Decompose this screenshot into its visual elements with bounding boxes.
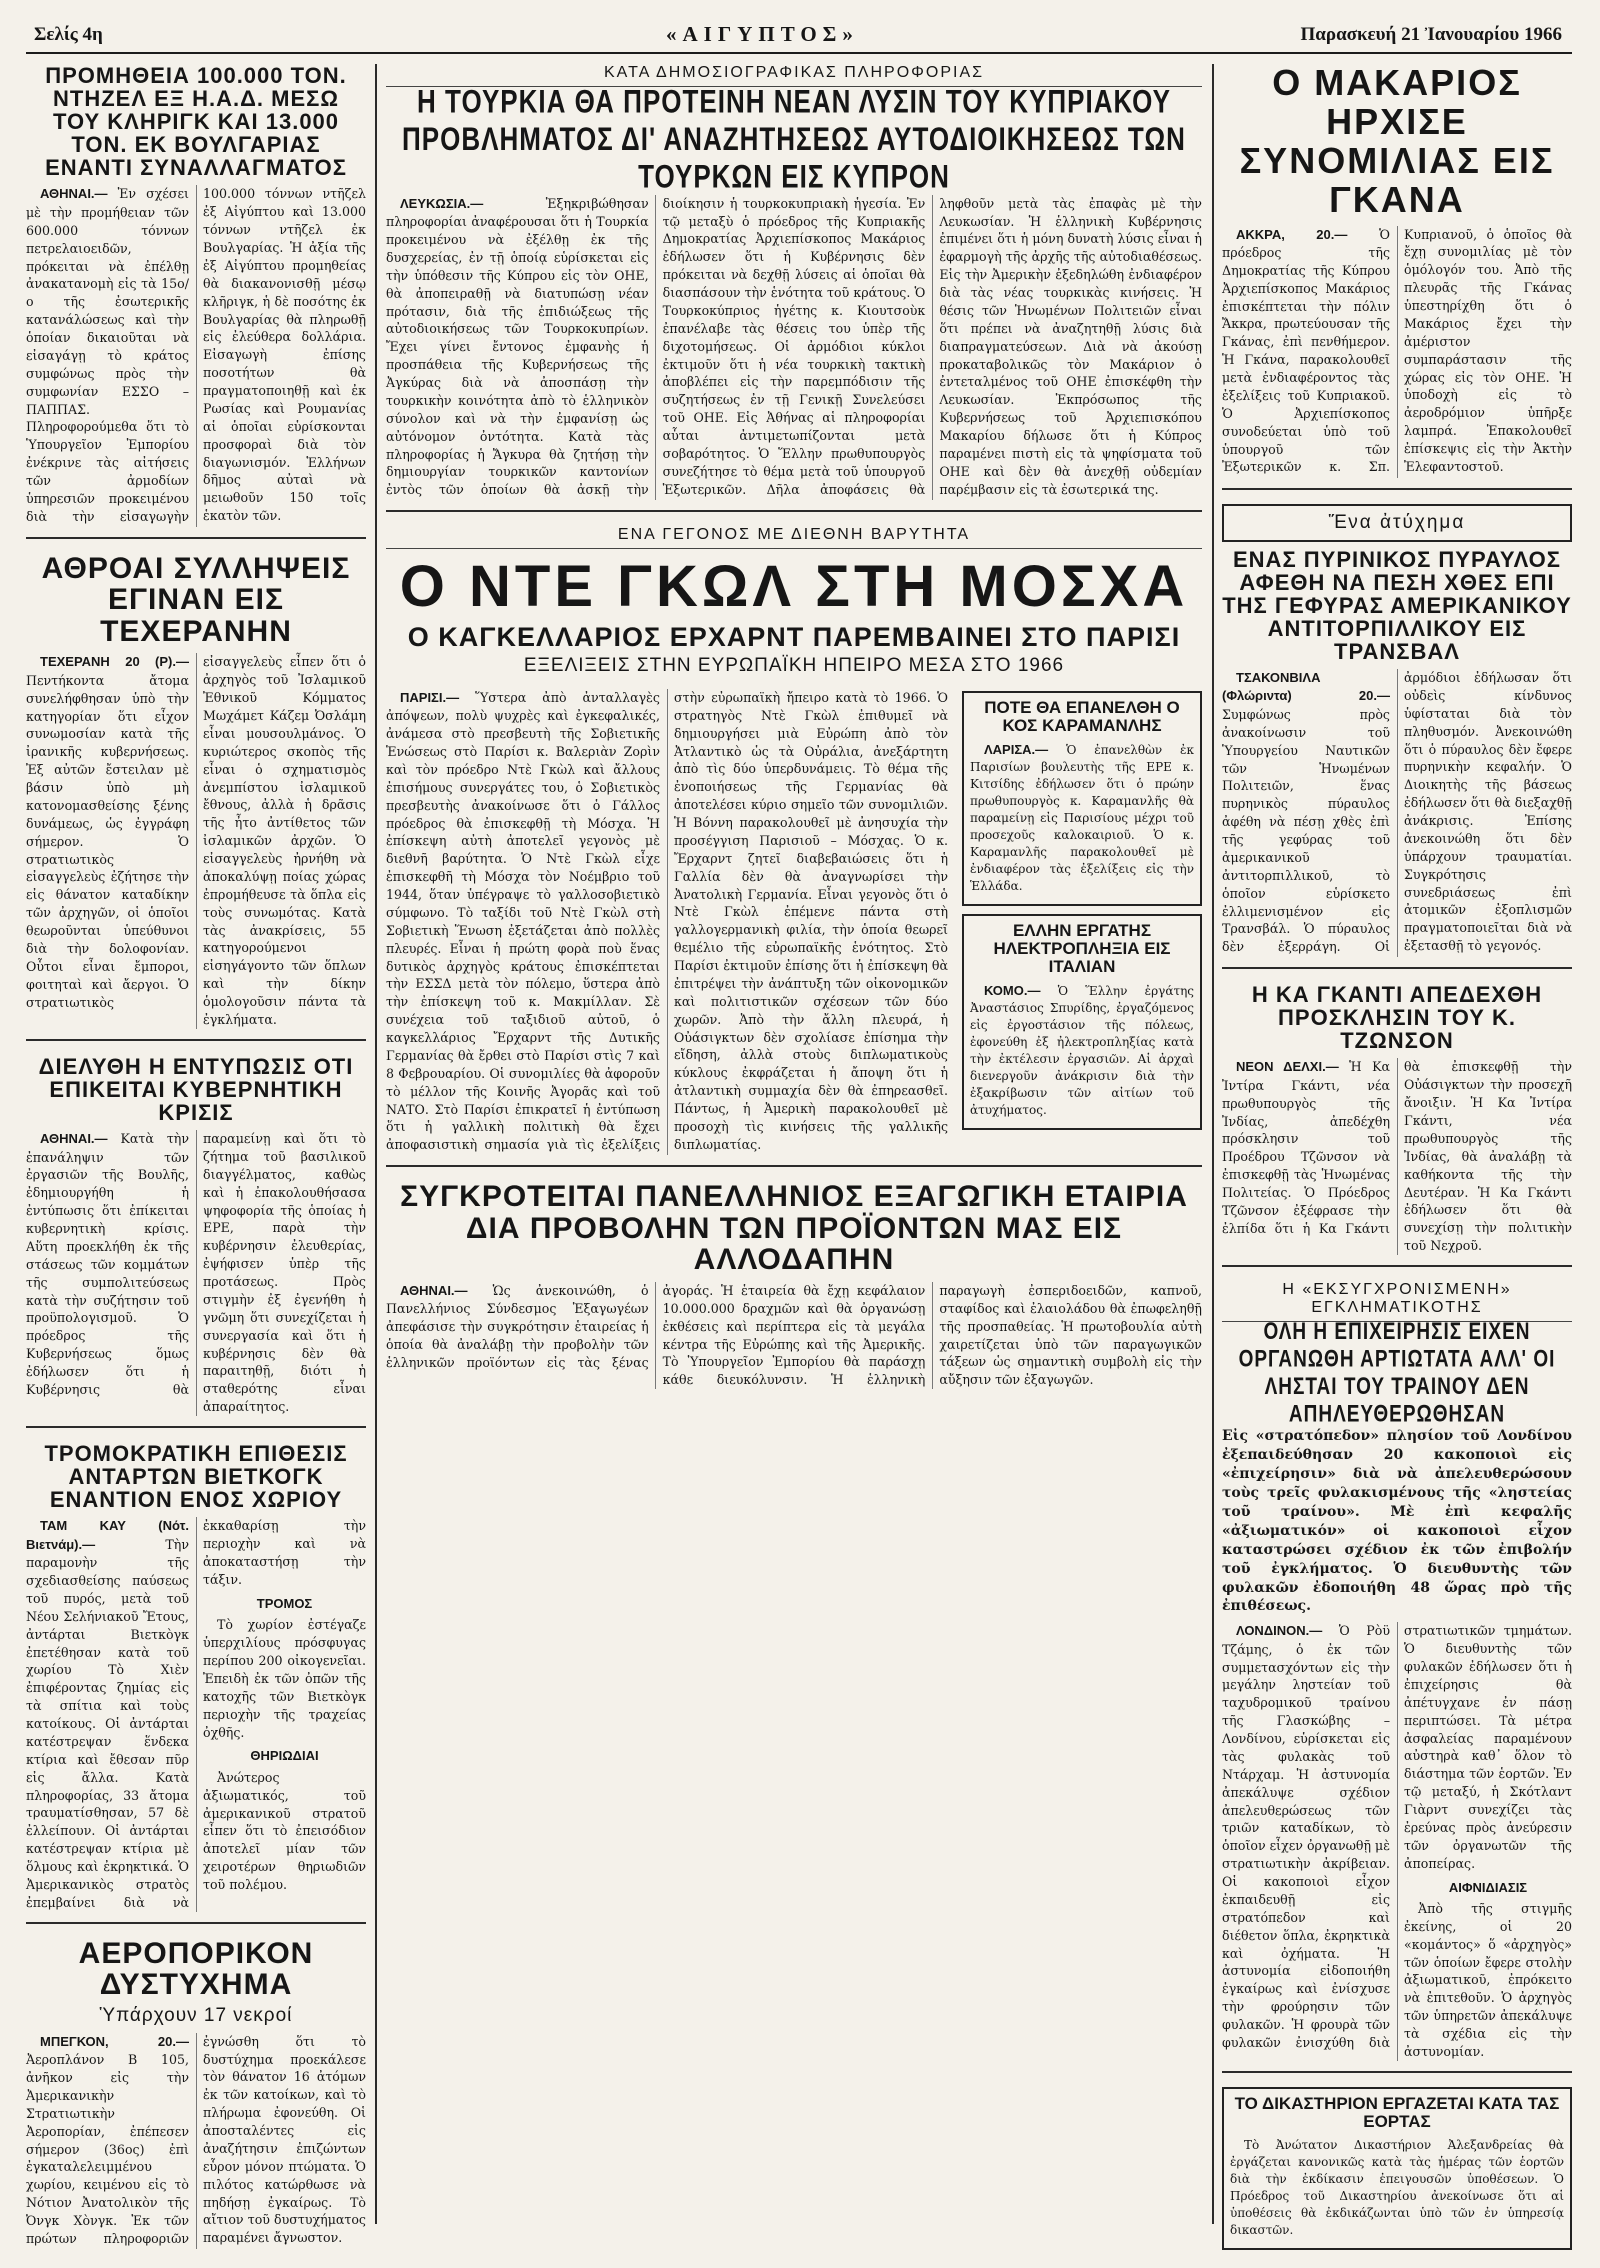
subheadline: Ὑπάρχουν 17 νεκροί bbox=[99, 2004, 293, 2026]
dateline: ΛΟΝΔΙΝΟΝ.— bbox=[1236, 1623, 1323, 1639]
masthead bbox=[26, 20, 1572, 54]
kicker: Η «ΕΚΣΥΓΧΡΟΝΙΣΜΕΝΗ» ΕΓΚΛΗΜΑΤΙΚΟΤΗΣ bbox=[1222, 1281, 1572, 1322]
article-government-crisis bbox=[26, 1055, 366, 1428]
kicker: ΚΑΤΑ ΔΗΜΟΣΙΟΓΡΑΦΙΚΑΣ ΠΛΗΡΟΦΟΡΙΑΣ bbox=[386, 64, 1202, 87]
body-text: Πεντήκοντα ἄτομα συνελήφθησαν ὑπὸ τὴν κατηγορίαν ὅτι εἶχον συνωμοσίαν κατὰ τῆς ἰρανικῆς κυβερνήσεως. Ἐξ αὐτῶν ἔστειλαν μὲ βάσιν ὑπὸ μὴ κατονομασθείσης ξένης δυνάμεως, ὡς ἐγγράφη σήμερον. Ὁ στρατιωτικὸς εἰσαγγελεὺς ἐζήτησε τὴν εἰς θάνατον καταδίκην τῶν ἀρχηγῶν, οἱ ὁποῖοι θεωροῦνται ὑπεύθυνοι διὰ τὴν δολοφονίαν. Οὗτοι εἶναι ἔμποροι, φοιτηταὶ καὶ ἄεργοι. Ὁ στρατιωτικὸς εἰσαγγελεὺς εἶπεν ὅτι ὁ ἀρχηγὸς τοῦ Ἰσλαμικοῦ Ἐθνικοῦ Κόμματος Μωχάμετ Κάζεμ Ὀσλάμη εἶναι μουσουλμάνος. Ὁ κυριώτερος σκοπὸς τῆς εἶναι ὁ σχηματισμὸς ἀνεμπίστου ἰσλαμικοῦ ἔθνους, ἀλλὰ ἡ δρᾶσις τῆς ἦτο ἀντίθετος τῶν ἰσλαμικῶν ἀρχῶν. Ὁ εἰσαγγελεὺς ἠρνήθη νὰ ἀποκαλύψῃ ποίας χώρας ἐπρομήθευσε τὰ ὅπλα εἰς τοὺς συνωμότας. Κατὰ τὰς ἀνακρίσεις, 55 κατηγορούμενοι εἰσηγάγοντο τῶν ὅπλων καὶ τὴν δίκην ὁμολογοῦσιν πάντα τὰ ἐγκλήματα. bbox=[26, 654, 366, 1027]
article-body bbox=[26, 1130, 366, 1416]
article-body bbox=[386, 689, 948, 1156]
crosshead: ΤΡΟΜΟΣ bbox=[256, 1595, 313, 1611]
page-number: Σελίς 4η bbox=[34, 24, 103, 45]
column-right bbox=[1222, 62, 1572, 2237]
lead-paragraph: Εἰς «στρατόπεδον» πλησίον τοῦ Λονδίνου ἐξεπαιδεύθησαν 20 κακοποιοὶ εἰς «ἐπιχείρησιν» διὰ νὰ ἀπελευθερώσουν τοὺς τρεῖς φυλακισμένους τῆς «ληστείας τοῦ τραίνου». Μὲ ἐπὶ κεφαλῆς «ἀξιωματικόν» οἱ κακοποιοὶ εἶχον καταστρώσει σχέδιον ἐκ τῶν ἐπιβολήν τοῦ ἐγκλήματος. Ὁ διευθυντὴς τῶν φυλακῶν ἐδοποιήθη 48 ὥρας πρὸ τῆς ἐπιθέσεως. bbox=[1222, 1428, 1572, 1615]
article-body bbox=[1222, 669, 1572, 957]
headline: ΣΥΓΚΡΟΤΕΙΤΑΙ ΠΑΝΕΛΛΗΝΙΟΣ ΕΞΑΓΩΓΙΚΗ ΕΤΑΙΡΙΑ ΔΙΑ ΠΡΟΒΟΛΗΝ ΤΩΝ ΠΡΟΪΟΝΤΩΝ ΜΑΣ ΕΙΣ ΑΛΛΟΔΑΠΗΝ bbox=[400, 1180, 1188, 1277]
dateline: ΝΕΟΝ ΔΕΛΧΙ.— bbox=[1236, 1059, 1339, 1075]
article-export-company bbox=[386, 1181, 1202, 1399]
subheadline: ΕΞΕΛΙΞΕΙΣ ΣΤΗΝ ΕΥΡΩΠΑΪΚΗ ΗΠΕΙΡΟ ΜΕΣΑ ΣΤΟ 1966 bbox=[523, 654, 1065, 676]
article-train-robbers bbox=[1222, 1281, 1572, 2073]
article-body bbox=[26, 653, 366, 1028]
body-text: Ὁ ἐπανελθὼν ἐκ Παρισίων βουλευτὴς τῆς ΕΡΕ κ. Κιτσίδης ἐδήλωσεν ὅτι ὁ πρώην πρωθυπουργὸς κ. Καραμανλῆς θὰ παραμείνῃ εἰς Παρισίους μέχρι τοῦ προσεχοῦς καλοκαιριοῦ. Ὁ κ. Καραμανλῆς παρακολουθεῖ μὲ ἐνδιαφέρον τὰς ἐξελίξεις εἰς τὴν Ἑλλάδα. bbox=[970, 742, 1194, 894]
column-rule bbox=[1212, 64, 1214, 2224]
dateline: ΑΘΗΝΑΙ.— bbox=[40, 1131, 108, 1147]
headline: ΠΡΟΜΗΘΕΙΑ 100.000 ΤΟΝ. ΝΤΗΖΕΛ ΕΞ Η.Α.Δ. ΜΕΣΩ ΤΟΥ ΚΛΗΡΙΓΚ ΚΑΙ 13.000 ΤΟΝ. ΕΚ ΒΟΥΛΓΑΡΙΑΣ ΕΝΑΝΤΙ ΣΥΝΑΛΛΑΓΜΑΤΟΣ bbox=[45, 63, 347, 181]
article-body bbox=[26, 2033, 366, 2249]
article-turkey-cyprus bbox=[386, 64, 1202, 512]
article-body bbox=[1222, 1622, 1572, 2061]
body-text: Ἐξηκριβώθησαν πληροφορίαι ἀναφέρουσαι ὅτι ἡ Τουρκία προκειμένου νὰ ἐξέλθῃ ἐκ τῆς δυσχερείας, ἐν τῇ ὁποίᾳ εὑρίσκεται εἰς τὴν ὑπόθεσιν τῆς Κύπρου εἰς τὸν ΟΗΕ, θὰ ἀποπειραθῇ νὰ διατυπώσῃ νέαν πρότασιν, διὰ τῆς ἐπιδιώξεως τῆς αὐτοδιοικήσεως τῶν Τουρκοκυπρίων. Ἔχει γίνει ἔντονος ἐμφανὴς ἡ προσπάθεια τῆς Κυβερνήσεως τῆς Ἀγκύρας διὰ νὰ ἀποσπάσῃ τὴν τουρκικὴν κοινότητα ἀπὸ τὸ ἑλληνικὸν σύνολον καὶ νὰ τὴν ἐμφανίσῃ ὡς αὐτόνομον ὀντότητα. Κατὰ τὰς πληροφορίας ἡ Ἄγκυρα θὰ ζητήσῃ τὴν δημιουργίαν τουρκικῶν καντονίων ἐντὸς τῶν ὁποίων θὰ ἀσκῇ τὴν διοίκησιν ἡ τουρκοκυπριακὴ ἡγεσία. Ἐν τῷ μεταξὺ ὁ πρόεδρος τῆς Κυπριακῆς Δημοκρατίας Ἀρχιεπίσκοπος Μακάριος ἐδήλωσεν ὅτι ἡ Κυβέρνησις δὲν πρόκειται νὰ δεχθῇ λύσεις αἱ ὁποῖαι θὰ διασπάσουν τὴν ἑνότητα τοῦ κράτους. Ὁ Τουρκοκύπριος ἡγέτης κ. Κιουτσοὺκ ἐπανέλαβε τὰς θέσεις του ὑπὲρ τῆς διχοτομήσεως. Οἱ ἀρμόδιοι κύκλοι ἐκτιμοῦν ὅτι ἡ νέα τουρκικὴ τακτικὴ ἀποβλέπει εἰς τὴν παρεμπόδισιν τῆς συζητήσεως ἐν τῇ Γενικῇ Συνελεύσει τοῦ ΟΗΕ. Εἰς Ἀθήνας αἱ πληροφορίαι αὗται ἀντιμετωπίζονται μετὰ σοβαρότητος. Ὁ Ἕλλην πρωθυπουργὸς συνεζήτησε τὸ θέμα μετὰ τοῦ ὑπουργοῦ Ἐξωτερικῶν. Δῆλα ἀποφάσεις θὰ ληφθοῦν μετὰ τὰς ἐπαφὰς μὲ τὴν Λευκωσίαν. Ἡ ἑλληνικὴ Κυβέρνησις ἐπιμένει ὅτι ἡ μόνη δυνατὴ λύσις εἶναι ἡ ἐφαρμογὴ τῆς ἀρχῆς τῆς αὐτοδιαθέσεως. Εἰς τὴν Ἀμερικὴν ἐξεδηλώθη ἐνδιαφέρον διὰ τὰς νέας τουρκικὰς κινήσεις. Ἡ θέσις τῶν Ἡνωμένων Πολιτειῶν εἶναι ὅτι πρέπει νὰ ἀναζητηθῇ λύσις διὰ διαπραγματεύσεων. Διὰ νὰ ἀκούσῃ προκαταβολικῶς τὸν Μακάριον ὁ ἐντεταλμένος τοῦ ΟΗΕ ἐπισκέφθη τὴν Λευκωσίαν. Ἐκπρόσωπος τῆς Κυβερνήσεως τοῦ Ἀρχιεπισκόπου Μακαρίου δήλωσε ὅτι ἡ Κύπρος παραμένει πιστὴ εἰς τὰ ψηφίσματα τοῦ ΟΗΕ καὶ δὲν θὰ ἀνεχθῇ οὐδεμίαν παρέμβασιν εἰς τὰ ἐσωτερικά της. bbox=[386, 195, 1202, 498]
body-text: Ὕστερα ἀπὸ ἀνταλλαγὲς ἀπόψεων, πολὺ ψυχρὲς καὶ ἐγκεφαλικές, ἀνάμεσα στὸ πρεσβευτὴ τῆς Σοβιετικῆς Ἑνώσεως στὸ Παρίσι κ. Βαλεριὰν Ζορὶν καὶ τὸν πρόεδρο Ντὲ Γκὼλ καὶ ἄλλους ἐπισήμους συνεργάτες του, ὁ Σοβιετικὸς πρεσβευτὴς ἀνακοίνωσε ὅτι ὁ Γάλλος πρόεδρος θὰ ἐπισκεφθῇ τὴ Μόσχα. Ἡ ἐπίσκεψη αὐτὴ ἀποτελεῖ γεγονὸς μὲ διεθνῆ βαρύτητα. Ὁ Ντὲ Γκὼλ εἶχε ἐπισκεφθῆ τὴ Μόσχα τὸν Νοέμβριο τοῦ 1944, ὅταν ὑπέγραψε τὸ γαλλοσοβιετικὸ σύμφωνο. Τὸ ταξίδι τοῦ Ντὲ Γκὼλ στὴ Σοβιετικὴ Ἕνωση ἐξετάζεται ἀπὸ πολλὲς πλευρές. Εἶναι ἡ πρώτη φορὰ ποὺ ἕνας δυτικὸς ἀρχηγὸς κράτους ἐπισκέπτεται τὴν ΕΣΣΔ μετὰ τὸν πόλεμο, ὕστερα ἀπὸ τὴν ἐπίσκεψη τοῦ κ. Μακμίλλαν. Σὲ συνέχεια τοῦ ταξιδιοῦ αὐτοῦ, ὁ καγκελλάριος Ἔρχαρντ τῆς Δυτικῆς Γερμανίας θὰ ἔρθει στὸ Παρίσι στὶς 7 καὶ 8 Φεβρουαρίου. Οἱ συνομιλίες θὰ ἀφοροῦν τὸ μέλλον τῆς Κοινῆς Ἀγορᾶς καὶ τοῦ ΝΑΤΟ. Στὸ Παρίσι ἐπικρατεῖ ἡ ἐντύπωση ὅτι ἡ γαλλικὴ πολιτικὴ θὰ ἔχει ἀποφασιστικὴ σημασία γιὰ τὶς ἐξελίξεις στὴν εὐρωπαϊκὴ ἤπειρο κατὰ τὸ 1966. Ὁ στρατηγὸς Ντὲ Γκὼλ ἐπιθυμεῖ νὰ δημιουργήσει μιὰ Εὐρώπη ἀπὸ τὸν Ἀτλαντικὸ ὡς τὰ Οὐράλια, ἀνεξάρτητη ἀπὸ τὶς δύο ὑπερδυνάμεις. Τὸ θέμα τῆς ἐνοποιήσεως τῆς Γερμανίας θὰ ἀποτελέσει κύριο σημεῖο τῶν συνομιλιῶν. Ἡ Βόννη παρακολουθεῖ μὲ ἀνησυχία τὴν προσέγγιση Παρισιοῦ – Μόσχας. Ὁ κ. Ἔρχαρντ ζητεῖ διαβεβαιώσεις ὅτι ἡ Γαλλία δὲν θὰ ἀναγνωρίσει τὴν Ἀνατολικὴ Γερμανία. Εἶναι γεγονὸς ὅτι ὁ Ντὲ Γκὼλ ἐπέμενε πάντα στὴ γαλλογερμανικὴ φιλία, τὴν ὁποία θεωρεῖ θεμέλιο τῆς εὐρωπαϊκῆς ἑνότητος. Στὸ Παρίσι ἐκτιμοῦν ἐπίσης ὅτι ἡ ἐπίσκεψη θὰ ἐπιτρέψει τὴν ἀνάπτυξη τῶν οἰκονομικῶν καὶ πολιτιστικῶν σχέσεων τῶν δύο χωρῶν. Ἀπὸ τὴν ἄλλη πλευρά, ἡ Οὐάσιγκτων δὲν σχολίασε ἐπίσημα τὴν εἴδηση, ἀλλὰ στοὺς διπλωματικοὺς κύκλους ἐκφράζεται ἡ ἄποψη ὅτι ἡ ἀτλαντικὴ συμμαχία δὲν θὰ ἐπηρεασθεῖ. Πάντως, ἡ Ἀμερικὴ παρακολουθεῖ μὲ προσοχὴ τὶς κινήσεις τῆς γαλλικῆς διπλωματίας. bbox=[386, 689, 948, 1153]
headline: Η ΚΑ ΓΚΑΝΤΙ ΑΠΕΔΕΧΘΗ ΠΡΟΣΚΛΗΣΙΝ ΤΟΥ Κ. ΤΖΩΝΣΟΝ bbox=[1251, 982, 1543, 1054]
body-text: Ἀνώτερος ἀξιωματικός, τοῦ ἀμερικανικοῦ στρατοῦ εἶπεν ὅτι τὸ ἐπεισόδιον ἀποτελεῖ μίαν τῶν χειροτέρων θηριωδιῶν τοῦ πολέμου. bbox=[203, 1769, 366, 1893]
article-gandhi-invitation bbox=[1222, 983, 1572, 1267]
article-makarios-ghana bbox=[1222, 64, 1572, 490]
inset-box bbox=[1222, 2087, 1572, 2250]
article-diesel-imports bbox=[26, 64, 366, 539]
article-body bbox=[970, 741, 1194, 896]
dateline: ΠΑΡΙΣΙ.— bbox=[400, 689, 460, 705]
article-body bbox=[26, 1517, 366, 1911]
body-text: Ἡ Κα Ἰντίρα Γκάντι, νέα πρωθυπουργὸς τῆς Ἰνδίας, ἀπεδέχθη πρόσκλησιν τοῦ Προέδρου Τζῶνσον νὰ ἐπισκεφθῇ τὰς Ἡνωμένας Πολιτείας. Ὁ Πρόεδρος Τζῶνσον ἐξέφρασε τὴν ἐλπίδα ὅτι ἡ Κα Γκάντι θὰ ἐπισκεφθῇ τὴν Οὐάσιγκτων τὴν προσεχῆ ἄνοιξιν. Ἡ Κα Ἰντίρα Γκάντι, νέα πρωθυπουργὸς τῆς Ἰνδίας, θὰ ἀναλάβῃ τὰ καθήκοντα τῆς τὴν Δευτέραν. Ἡ Κα Γκάντι ἐδήλωσεν ὅτι θὰ συνεχίσῃ τὴν πολιτικὴν τοῦ Νεχροῦ. bbox=[1222, 1059, 1572, 1254]
subheadline: Ο ΚΑΓΚΕΛΛΑΡΙΟΣ ΕΡΧΑΡΝΤ ΠΑΡΕΜΒΑΙΝΕΙ ΣΤΟ ΠΑΡΙΣΙ bbox=[407, 621, 1181, 652]
body-text: Ὁ Ρὸϋ Τζάμης, ὁ ἐκ τῶν συμμετασχόντων εἰς τὴν μεγάλην ληστείαν τοῦ ταχυδρομικοῦ τραίνου τῆς Γλασκώβης – Λονδίνου, εὑρίσκεται εἰς τὰς φυλακὰς τοῦ Ντάρχαμ. Ἡ ἀστυνομία ἀπεκάλυψε σχέδιον ἀπελευθερώσεως τῶν τριῶν καταδίκων, τὸ ὁποῖον εἶχεν ὀργανωθῇ μὲ στρατιωτικὴν ἀκρίβειαν. Οἱ κακοποιοὶ εἶχον ἐκπαιδευθῇ εἰς στρατόπεδον καὶ διέθετον ὅπλα, ἐκρηκτικὰ καὶ ὀχήματα. Ἡ ἀστυνομία εἰδοποιήθη ἐγκαίρως καὶ ἐνίσχυσε τὴν φρούρησιν τῶν φυλακῶν. Ἡ φρουρὰ τῶν φυλακῶν ἐνισχύθη διὰ στρατιωτικῶν τμημάτων. Ὁ διευθυντὴς τῶν φυλακῶν ἐδήλωσεν ὅτι ἡ ἐπιχείρησις θὰ ἀπέτυγχανε ἐν πάσῃ περιπτώσει. Τὰ μέτρα ἀσφαλείας παραμένουν αὐστηρὰ καθ᾽ ὅλον τὸ διάστημα τῶν ἑορτῶν. Ἐν τῷ μεταξύ, ἡ Σκότλαντ Γιὰρντ συνεχίζει τὰς ἐρεύνας πρὸς ἀνεύρεσιν τῶν ὀργανωτῶν τῆς ἀποπείρας. bbox=[1222, 1623, 1572, 2050]
article-greek-worker bbox=[962, 914, 1202, 1130]
dateline: ΤΣΑΚΟΝΒΙΛΑ (Φλώριντα) 20.— bbox=[1222, 670, 1390, 704]
newspaper-page bbox=[26, 20, 1572, 2246]
crosshead: ΘΗΡΙΩΔΙΑΙ bbox=[250, 1748, 319, 1764]
headline: ΑΘΡΟΑΙ ΣΥΛΛΗΨΕΙΣ ΕΓΙΝΑΝ ΕΙΣ ΤΕΧΕΡΑΝΗΝ bbox=[41, 551, 351, 648]
headline: Η ΤΟΥΡΚΙΑ ΘΑ ΠΡΟΤΕΙΝΗ ΝΕΑΝ ΛΥΣΙΝ ΤΟΥ ΚΥΠΡΙΑΚΟΥ ΠΡΟΒΛΗΜΑΤΟΣ ΔΙ' ΑΝΑΖΗΤΗΣΕΩΣ ΑΥΤΟΔΙΟΙΚΗΣΕΩΣ ΤΩΝ ΤΟΥΡΚΩΝ ΕΙΣ ΚΥΠΡΟΝ bbox=[402, 82, 1186, 195]
dateline: ΑΚΚΡΑ, 20.— bbox=[1236, 226, 1348, 242]
body-text: Ἐν σχέσει μὲ τὴν προμήθειαν τῶν 600.000 τόννων πετρελαιοειδῶν, πρόκειται νὰ ἐπέλθῃ ἀνακατανομὴ εἰς τὰ 15ο/ο τῆς ἐσωτερικῆς κατανάλώσεως καὶ τὴν ὁποίαν δικαιοῦται νὰ εἰσαγάγῃ τὸ κράτος συμφώνως πρὸς τὴν συμφωνίαν ΕΣΣΟ – ΠΑΠΠΑΣ. Πληροφορούμεθα ὅτι τὸ Ὑπουργεῖον Ἐμπορίου ἐνέκρινε τὰς αἰτήσεις τῶν ἀρμοδίων ὑπηρεσιῶν προκειμένου διὰ τὴν εἰσαγωγὴν 100.000 τόννων ντῆζελ ἐξ Αἰγύπτου καὶ 13.000 τόννων ντῆζελ ἐκ Βουλγαρίας. Ἡ ἀξία τῆς ἐξ Αἰγύπτου προμηθείας θὰ διακανονισθῇ μέσῳ κλῆριγκ, ἡ δὲ ποσότης ἐκ Βουλγαρίας θὰ πληρωθῇ εἰς ἐλεύθερα δολλάρια. Εἰσαγωγὴ ἐπίσης ποσοτήτων θὰ πραγματοποιηθῇ καὶ ἐκ Ρωσίας καὶ Ρουμανίας αἱ ὁποῖαι εὑρίσκονται προσφοραὶ διὰ τὸν διαγωνισμόν. Ἑλλήνων δῆμος αὐταὶ νὰ μειωθοῦν 150 τοῖς ἑκατὸν τῶν. bbox=[26, 186, 366, 524]
article-body bbox=[386, 195, 1202, 500]
article-vietcong-attack bbox=[26, 1442, 366, 1924]
headline: ΠΟΤΕ ΘΑ ΕΠΑΝΕΛΘΗ Ο ΚΟΣ ΚΑΡΑΜΑΝΛΗΣ bbox=[984, 697, 1180, 735]
body-text: Τὸ Ἀνώτατον Δικαστήριον Ἀλεξανδρείας θὰ ἐργάζεται κανονικῶς κατὰ τὰς ἡμέρας τῶν ἑορτῶν διὰ τὴν ἐκδίκασιν ἐπειγουσῶν ὑποθέσεων. Ὁ Πρόεδρος τοῦ Δικαστηρίου ἀνεκοίνωσε ὅτι αἱ ὑποθέσεις θὰ ἐκδικάζωνται ὑπὸ τῶν ἐν ὑπηρεσίᾳ δικαστῶν. bbox=[1230, 2137, 1564, 2237]
headline: ΤΡΟΜΟΚΡΑΤΙΚΗ ΕΠΙΘΕΣΙΣ ΑΝΤΑΡΤΩΝ ΒΙΕΤΚΟΓΚ ΕΝΑΝΤΙΟΝ ΕΝΟΣ ΧΩΡΙΟΥ bbox=[44, 1441, 348, 1513]
headline: ΤΟ ΔΙΚΑΣΤΗΡΙΟΝ ΕΡΓΑΖΕΤΑΙ ΚΑΤΑ ΤΑΣ ΕΟΡΤΑΣ bbox=[1234, 2093, 1560, 2131]
headline: ΕΝΑΣ ΠΥΡΙΝΙΚΟΣ ΠΥΡΑΥΛΟΣ ΑΦΕΘΗ ΝΑ ΠΕΣΗ ΧΘΕΣ ΕΠΙ ΤΗΣ ΓΕΦΥΡΑΣ ΑΜΕΡΙΚΑΝΙΚΟΥ ΑΝΤΙΤΟΡΠΙΛΛΙΚΟΥ ΕΙΣ ΤΡΑΝΣΒΑΛ bbox=[1222, 546, 1572, 664]
column-center bbox=[386, 64, 1202, 2224]
article-body bbox=[1222, 1058, 1572, 1255]
article-plane-crash bbox=[26, 1938, 366, 2259]
article-body bbox=[26, 185, 366, 526]
article-body bbox=[1230, 2137, 1564, 2239]
headline: Ο ΝΤΕ ΓΚΩΛ ΣΤΗ ΜΟΣΧΑ bbox=[399, 553, 1189, 619]
article-degaulle-moscow bbox=[386, 526, 1202, 1168]
dateline: ΛΕΥΚΩΣΙΑ.— bbox=[400, 195, 484, 211]
body-text: Ὁ πρόεδρος τῆς Δημοκρατίας τῆς Κύπρου Ἀρχιεπίσκοπος Μακάριος ἐπισκέπτεται τὴν πόλιν Ἄκκρα, πρωτεύουσαν τῆς Γκάνας, ἐπὶ πενθήμερον. Ἡ Γκάνα, παρακολουθεῖ μετὰ ἐνδιαφέροντος τὰς ἐξελίξεις τοῦ Κυπριακοῦ. Ὁ Ἀρχιεπίσκοπος συνοδεύεται ὑπὸ τοῦ ὑπουργοῦ τῶν Ἐξωτερικῶν κ. Σπ. Κυπριανοῦ, ὁ ὁποῖος θὰ ἔχῃ συνομιλίας μὲ τὸν ὁμόλογόν του. Ἀπὸ τῆς πλευρᾶς τῆς Γκάνας ὑπεστηρίχθη ὅτι ὁ Μακάριος ἔχει τὴν ἀμέριστον συμπαράστασιν τῆς χώρας εἰς τὸν ΟΗΕ. Ἡ ὑποδοχὴ εἰς τὸ ἀεροδρόμιον ὑπῆρξε λαμπρά. Ἐπακολουθεῖ ἐπίσκεψις εἰς τὴν Ἀκτὴν Ἐλεφαντοστοῦ. bbox=[1222, 226, 1572, 475]
body-text: Ὡς ἀνεκοινώθη, ὁ Πανελλήνιος Σύνδεσμος Ἐξαγωγέων ἀπεφάσισε τὴν συγκρότησιν ἑταιρείας ἡ ὁποία θὰ ἀναλάβῃ τὴν προβολὴν τῶν ἑλληνικῶν προϊόντων εἰς τὰς ξένας ἀγοράς. Ἡ ἑταιρεία θὰ ἔχῃ κεφάλαιον 10.000.000 δραχμῶν καὶ θὰ ὀργανώσῃ ἐκθέσεις καὶ περίπτερα εἰς τὰ μεγάλα κέντρα τῆς Εὐρώπης καὶ τῆς Ἀμερικῆς. Τὸ Ὑπουργεῖον Ἐμπορίου θὰ παράσχῃ κάθε διευκόλυνσιν. Ἡ ἑλληνικὴ παραγωγὴ ἐσπεριδοειδῶν, καπνοῦ, σταφίδος καὶ ἐλαιολάδου θὰ ἐπωφεληθῇ τῆς προσπαθείας. Ἡ πρωτοβουλία αὐτὴ χαιρετίζεται ὑπὸ τῶν παραγωγικῶν τάξεων ὡς σημαντικὴ συμβολὴ εἰς τὴν αὔξησιν τῶν ἐξαγωγῶν. bbox=[386, 1282, 1202, 1388]
kicker: ΕΝΑ ΓΕΓΟΝΟΣ ΜΕ ΔΙΕΘΝΗ ΒΑΡΥΤΗΤΑ bbox=[386, 526, 1202, 549]
dateline: ΛΑΡΙΣΑ.— bbox=[984, 741, 1049, 757]
article-body bbox=[970, 982, 1194, 1120]
issue-date: Παρασκευή 21 Ἰανουαρίου 1966 bbox=[1300, 24, 1562, 45]
kicker: Ἕνα ἀτύχημα bbox=[1222, 504, 1572, 542]
body-text: Τὴν παραμονὴν τῆς σχεδιασθείσης παύσεως τοῦ πυρός, μετὰ τοῦ Νέου Σελήνιακοῦ Ἔτους, ἀντάρται Βιετκὸγκ ἐπετέθησαν κατὰ τοῦ χωρίου Τὸ Χιὲν ἐπιφέροντας ζημίας εἰς τὰ σπίτια καὶ τοὺς κατοίκους. Οἱ ἀντάρται κατέστρεψαν ἕνδεκα κτίρια καὶ ἔθεσαν πῦρ εἰς ἄλλα. Κατὰ πληροφορίας, 33 ἄτομα τραυματίσθησαν, 57 δὲ ἐλλείπουν. Οἱ ἀντάρται κατέστρεψαν κτίρια μὲ ὅλμους καὶ ἐκρηκτικά. Ὁ Ἀμερικανικὸς στρατὸς ἐπεμβαίνει διὰ νὰ ἐκκαθαρίσῃ τὴν περιοχὴν καὶ νὰ ἀποκαταστήσῃ τὴν τάξιν. bbox=[26, 1518, 366, 1910]
dateline: ΚΟΜΟ.— bbox=[984, 982, 1041, 998]
article-tehran-arrests bbox=[26, 553, 366, 1041]
body-text: Τὸ χωρίον ἐστέγαζε ὑπερχιλίους πρόσφυγας περίπου 200 οἰκογενεῖαι. Ἐπειδὴ ἐκ τῶν ὀπῶν τῆς κατοχῆς τῶν Βιετκὸγκ περιοχὴν τῆς τραχείας ὀχθῆς. bbox=[203, 1617, 366, 1740]
article-body bbox=[1222, 226, 1572, 478]
headline: ΔΙΕΛΥΘΗ Η ΕΝΤΥΠΩΣΙΣ ΟΤΙ ΕΠΙΚΕΙΤΑΙ ΚΥΒΕΡΝΗΤΙΚΗ ΚΡΙΣΙΣ bbox=[38, 1053, 354, 1125]
dateline: ΤΕΧΕΡΑΝΗ 20 (Ρ).— bbox=[40, 654, 189, 670]
body-text: Συμφώνως πρὸς ἀνακοίνωσιν τοῦ Ὑπουργείου Ναυτικῶν τῶν Ἡνωμένων Πολιτειῶν, ἕνας πυρηνικὸς πύραυλος ἀφέθη νὰ πέσῃ χθὲς ἐπὶ τῆς γεφύρας τοῦ ἀμερικανικοῦ ἀντιτορπιλλικοῦ, τὸ ὁποῖον εὑρίσκετο ἐλλιμενισμένον εἰς Τρανσβάλ. Ὁ πύραυλος δὲν ἐξερράγη. Οἱ ἀρμόδιοι ἐδήλωσαν ὅτι οὐδεὶς κίνδυνος ὑφίσταται διὰ τὸν πληθυσμόν. Ἀνεκοινώθη ὅτι ὁ πύραυλος δὲν ἔφερε πυρηνικὴν κεφαλήν. Ὁ Διοικητὴς τῆς βάσεως ἐδήλωσεν ὅτι θὰ διεξαχθῇ ἀνάκρισις. Ἐπίσης ἀνεκοινώθη ὅτι δὲν ὑπάρχουν τραυματίαι. Συγκρότησις συνεδριάσεως ἐπὶ ἀτομικῶν ἐξοπλισμῶν πραγματοποιεῖται διὰ νὰ ἐξετασθῇ τὸ γεγονός. bbox=[1222, 670, 1572, 955]
article-court-holidays bbox=[1222, 2087, 1572, 2268]
body-text: Ἀπὸ τῆς στιγμῆς ἐκείνης, οἱ 20 «κομάντος» ὅ «ἀρχηγὸς» τῶν ὁποίων ἔφερε στολὴν ἀξιωματικοῦ, ἐπρόκειτο νὰ ἐπιτεθοῦν. Ὁ ἀρχηγὸς τῶν ὑπηρετῶν ἀπεκάλυψε τὰ σχέδια εἰς τὴν ἀστυνομίαν. bbox=[1404, 1900, 1572, 2059]
crosshead: ΑΙΦΝΙΔΙΑΣΙΣ bbox=[1448, 1879, 1528, 1895]
article-nuclear-missile bbox=[1222, 504, 1572, 970]
dateline: ΑΘΗΝΑΙ.— bbox=[40, 186, 108, 202]
body-text: Κατὰ τὴν ἐπανάληψιν τῶν ἐργασιῶν τῆς Βουλῆς, ἐδημιουργήθη ἡ ἐντύπωσις ὅτι ἐπίκειται κυβερνητικὴ κρίσις. Αὕτη προεκλήθη ἐκ τῆς στάσεως τῶν κομμάτων τῆς συμπολιτεύσεως κατὰ τὴν συζήτησιν τοῦ προϋπολογισμοῦ. Ὁ πρόεδρος τῆς Κυβερνήσεως ὅμως ἐδήλωσεν ὅτι ἡ Κυβέρνησις θὰ παραμείνῃ καὶ ὅτι τὸ ζήτημα τοῦ βασιλικοῦ διαγγέλματος, καθὼς καὶ ἡ ἐπακολουθήσασα ψηφοφορία τῆς ὁποίας ἡ ΕΡΕ, παρὰ τὴν κυβέρνησιν ἐλευθερίας, ἐψήφισεν ὑπὲρ τῆς προτάσεως. Πρὸς στιγμὴν ἐξ ἐγενήθη ἡ γνῶμη ὅτι συνεχίζεται ἡ συνεργασία καὶ ὅτι ἡ κυβέρνησις δὲν θὰ παραιτηθῇ, διότι ἡ σταθερότης εἶναι ἀπαραίτητος. bbox=[26, 1131, 366, 1415]
article-karamanlis bbox=[962, 691, 1202, 906]
headline: ΕΛΛΗΝ ΕΡΓΑΤΗΣ ΗΛΕΚΤΡΟΠΛΗΞΙΑ ΕΙΣ ΙΤΑΛΙΑΝ bbox=[993, 921, 1171, 976]
dateline: ΑΘΗΝΑΙ.— bbox=[400, 1282, 468, 1298]
article-body bbox=[386, 1282, 1202, 1389]
newspaper-title: «ΑΙΓΥΠΤΟΣ» bbox=[666, 22, 859, 46]
dateline: ΤΑΜ ΚΑΥ (Νότ. Βιετνάμ).— bbox=[26, 1518, 189, 1552]
column-left bbox=[26, 63, 366, 2246]
headline: Ο ΜΑΚΑΡΙΟΣ ΗΡΧΙΣΕ ΣΥΝΟΜΙΛΙΑΣ ΕΙΣ ΓΚΑΝΑ bbox=[1239, 62, 1555, 220]
column-rule bbox=[375, 64, 377, 2224]
dateline: ΜΠΕΓΚΟΝ, 20.— bbox=[40, 2033, 189, 2049]
headline: ΟΛΗ Η ΕΠΙΧΕΙΡΗΣΙΣ ΕΙΧΕΝ ΟΡΓΑΝΩΘΗ ΑΡΤΙΩΤΑΤΑ ΑΛΛ' ΟΙ ΛΗΣΤΑΙ ΤΟΥ ΤΡΑΙΝΟΥ ΔΕΝ ΑΠΗΛΕΥΘΕΡΩΘΗΣΑΝ bbox=[1238, 1319, 1556, 1428]
headline: ΑΕΡΟΠΟΡΙΚΟΝ ΔΥΣΤΥΧΗΜΑ bbox=[78, 1936, 314, 2002]
body-text: Ὁ Ἕλλην ἐργάτης Ἀναστάσιος Σπυρίδης, ἐργαζόμενος εἰς ἐργοστάσιον τῆς πόλεως, ἐφονεύθη ἐξ ἠλεκτροπληξίας κατὰ τὴν ἐκτέλεσιν ἐργασιῶν. Αἱ ἀρχαὶ διενεργοῦν ἀνάκρισιν διὰ τὴν ἐξακρίβωσιν τῶν αἰτίων τοῦ ἀτυχήματος. bbox=[970, 983, 1194, 1118]
body-text: Ἀεροπλάνον Β 105, ἀνῆκον εἰς τὴν Ἀμερικανικὴν Στρατιωτικὴν Ἀεροπορίαν, ἐπέπεσεν σήμερον (36ος) ἐπὶ ἐγκαταλελειμμένου χωρίου, κειμένου εἰς τὸ Νότιον Ἀνατολικὸν τῆς Ὀνγκ Χὸνγκ. Ἐκ τῶν πρώτων πληροφοριῶν ἐγνώσθη ὅτι τὸ δυστύχημα προεκάλεσε τὸν θάνατον 16 ἀτόμων ἐκ τῶν κατοίκων, καὶ τὸ πλήρωμα ἐφονεύθη. Οἱ ἀποσταλέντες εἰς ἀναζήτησιν ἐπιζώντων εὗρον μόνον πτώματα. Ὁ πιλότος κατώρθωσε νὰ πηδήσῃ ἐγκαίρως. Τὸ αἴτιον τοῦ δυστυχήματος παραμένει ἄγνωστον. bbox=[26, 2033, 366, 2246]
